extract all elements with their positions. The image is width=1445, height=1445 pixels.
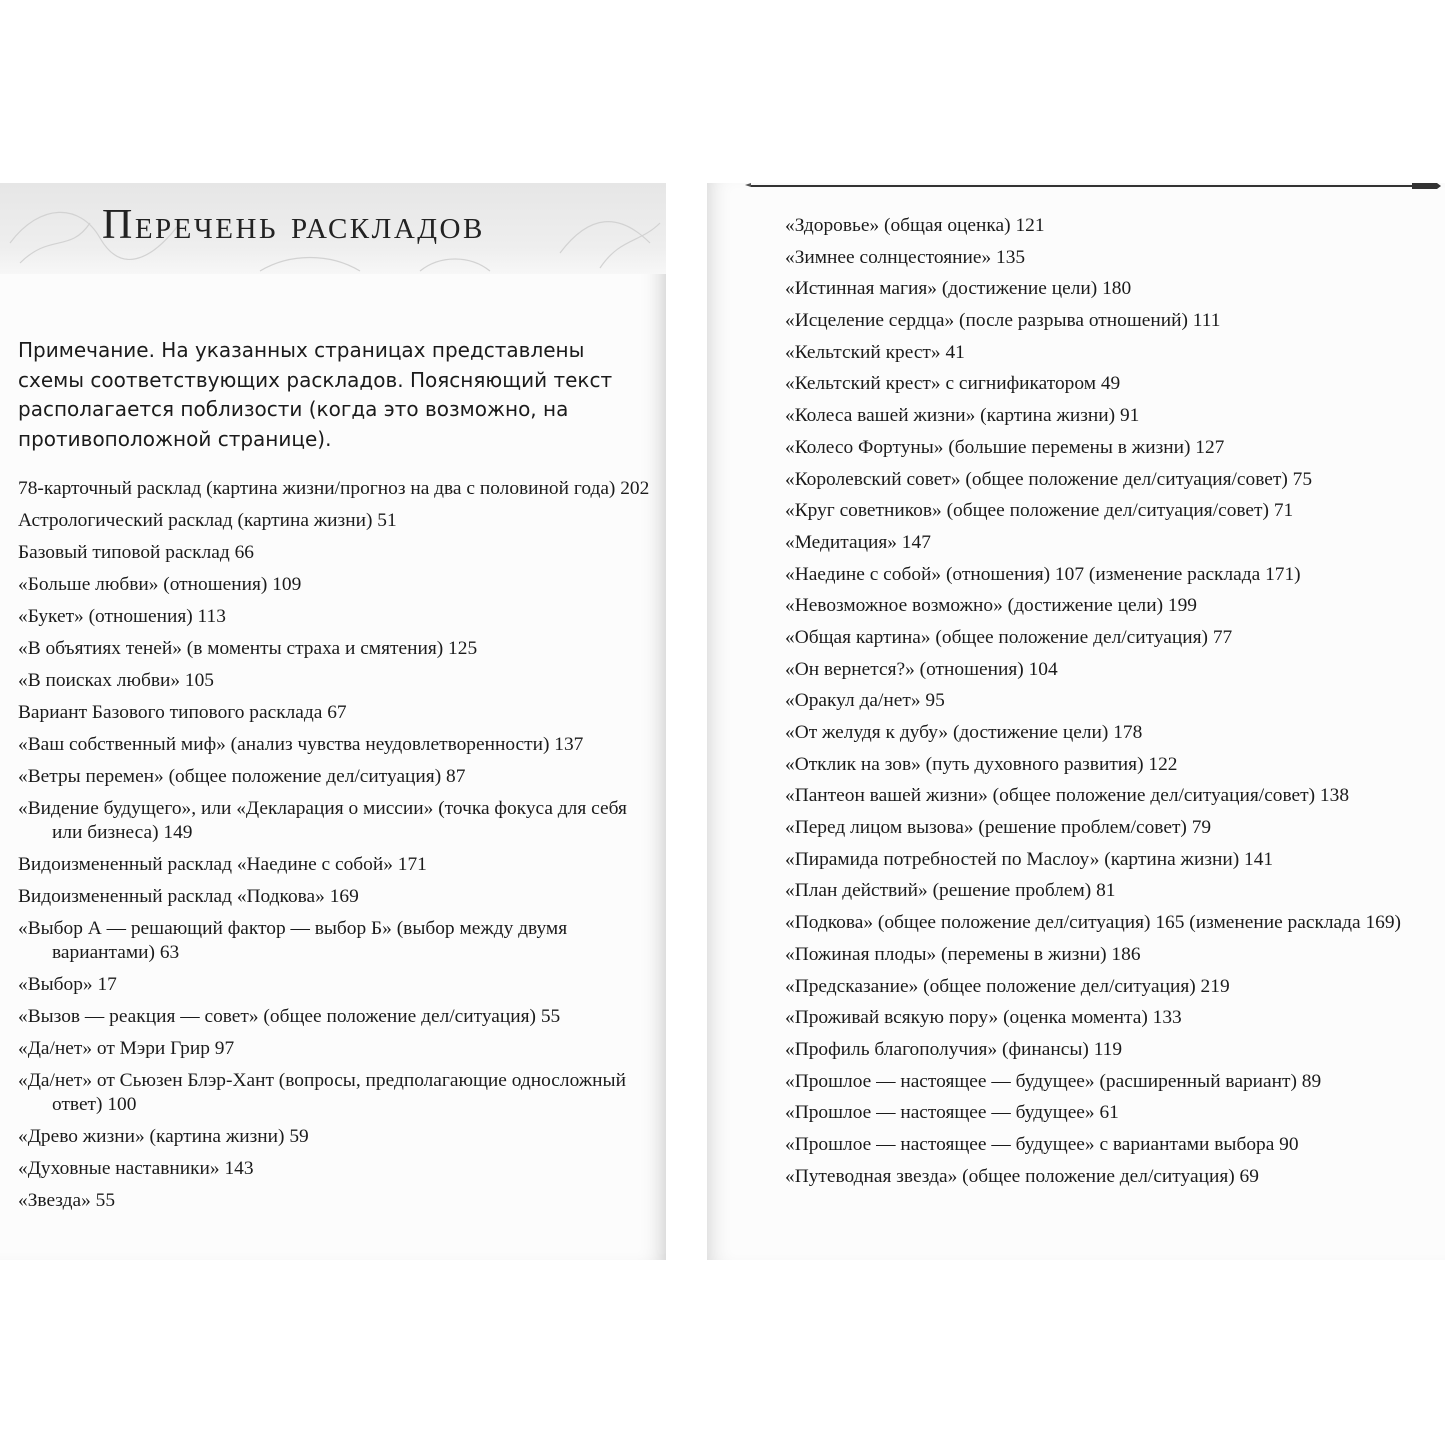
list-item: «Круг советников» (общее положение дел/ситуация/совет) 71 [785, 500, 1294, 522]
list-item: «Исцеление сердца» (после разрыва отношений) 111 [785, 310, 1221, 332]
list-item: «Прошлое — настоящее — будущее» с вариантами выбора 90 [785, 1133, 1299, 1155]
list-item: «Колеса вашей жизни» (картина жизни) 91 [785, 405, 1140, 427]
top-rule-ornament [707, 183, 1445, 195]
list-item: «Оракул да/нет» 95 [785, 690, 945, 712]
list-item: «Невозможное возможно» (достижение цели) 199 [785, 595, 1197, 617]
list-item: «Ветры перемен» (общее положение дел/ситуация) 87 [18, 766, 466, 787]
list-item: «Выбор» 17 [18, 974, 117, 995]
list-item: «Вызов — реакция — совет» (общее положение дел/ситуация) 55 [18, 1006, 561, 1027]
list-item: «Выбор А — решающий фактор — выбор Б» (выбор между двумя вариантами) 63 [18, 918, 568, 963]
right-page [707, 183, 1445, 1260]
list-item: «Медитация» 147 [785, 531, 931, 553]
list-item: «В поисках любви» 105 [18, 670, 214, 691]
list-item: «Кельтский крест» с сигнификатором 49 [785, 373, 1121, 395]
list-item: «От желудя к дубу» (достижение цели) 178 [785, 722, 1143, 743]
list-item: «Общая картина» (общее положение дел/ситуация) 77 [785, 626, 1233, 648]
list-item: «Ваш собственный миф» (анализ чувства неудовлетворенности) 137 [18, 734, 584, 755]
list-item: «Отклик на зов» (путь духовного развития) 122 [785, 753, 1178, 775]
spread-index-list-right [785, 214, 1435, 1196]
list-item: «Зимнее солнцестояние» 135 [785, 246, 1026, 268]
list-item: «Здоровье» (общая оценка) 121 [785, 215, 1045, 236]
list-item: «Предсказание» (общее положение дел/ситуация) 219 [785, 975, 1230, 997]
list-item: «Истинная магия» (достижение цели) 180 [785, 278, 1132, 300]
list-item: «Видение будущего», или «Декларация о миссии» (точка фокуса для себя или бизнеса) 149 [18, 798, 627, 843]
list-item: «Да/нет» от Сьюзен Блэр-Хант (вопросы, предполагающие односложный ответ) 100 [18, 1070, 626, 1115]
list-item: «Пантеон вашей жизни» (общее положение дел/ситуация/совет) 138 [785, 785, 1350, 807]
list-item: «Пожиная плоды» (перемены в жизни) 186 [785, 943, 1141, 965]
page-title: Перечень раскладов [102, 202, 485, 248]
note-paragraph: Примечание. На указанных страницах представлены схемы соответствующих раскладов. Поясняющий текст располагается поблизости (когда это возможно, на противоположной странице). [18, 338, 613, 451]
list-item: «Кельтский крест» 41 [785, 341, 965, 363]
list-item: «Он вернется?» (отношения) 104 [785, 658, 1058, 680]
left-page [0, 183, 666, 1260]
list-item: «Звезда» 55 [18, 1190, 116, 1211]
list-item: «Да/нет» от Мэри Грир 97 [18, 1038, 235, 1059]
list-item: «Прошлое — настоящее — будущее» (расширенный вариант) 89 [785, 1070, 1322, 1092]
list-item: «Прошлое — настоящее — будущее» 61 [785, 1102, 1119, 1124]
list-item: «Древо жизни» (картина жизни) 59 [18, 1126, 309, 1147]
list-item: Видоизмененный расклад «Наедине с собой» 171 [18, 854, 427, 875]
list-item: «Наедине с собой» (отношения) 107 (изменение расклада 171) [785, 563, 1301, 585]
list-item: «Проживай всякую пору» (оценка момента) 133 [785, 1007, 1182, 1029]
list-item: «План действий» (решение проблем) 81 [785, 880, 1116, 902]
list-item: «Духовные наставники» 143 [18, 1158, 254, 1179]
list-item: Вариант Базового типового расклада 67 [18, 702, 347, 723]
list-item: Видоизмененный расклад «Подкова» 169 [18, 886, 359, 907]
header-ornament-band [0, 183, 666, 274]
list-item: «Букет» (отношения) 113 [18, 606, 226, 627]
list-item: «Больше любви» (отношения) 109 [18, 574, 302, 595]
list-item: «Подкова» (общее положение дел/ситуация) 165 (изменение расклада 169) [785, 912, 1402, 934]
list-item: «В объятиях теней» (в моменты страха и смятения) 125 [18, 638, 478, 659]
list-item: «Путеводная звезда» (общее положение дел/ситуация) 69 [785, 1165, 1259, 1187]
list-item: «Пирамида потребностей по Маслоу» (картина жизни) 141 [785, 848, 1274, 870]
list-item: 78-карточный расклад (картина жизни/прогноз на два с половиной года) 202 [18, 478, 650, 499]
list-item: Астрологический расклад (картина жизни) 51 [18, 510, 397, 531]
spread-index-list-left [18, 477, 658, 1221]
list-item: «Колесо Фортуны» (большие перемены в жизни) 127 [785, 436, 1225, 458]
list-item: «Перед лицом вызова» (решение проблем/совет) 79 [785, 817, 1212, 839]
list-item: «Профиль благополучия» (финансы) 119 [785, 1038, 1123, 1060]
list-item: Базовый типовой расклад 66 [18, 542, 254, 563]
list-item: «Королевский совет» (общее положение дел/ситуация/совет) 75 [785, 468, 1313, 490]
